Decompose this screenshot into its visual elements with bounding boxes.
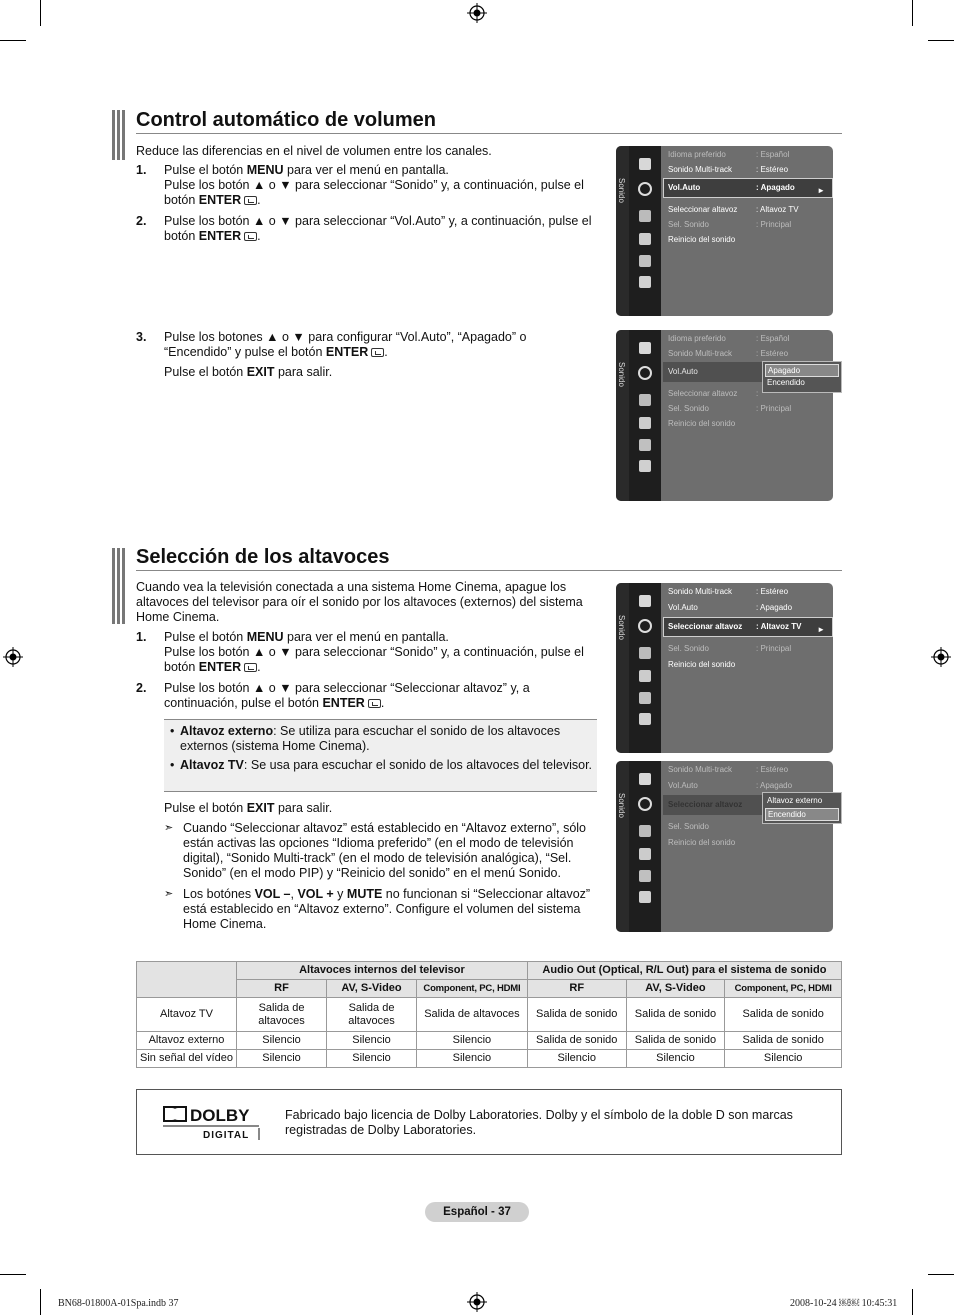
table-cell: Silencio [327, 1050, 417, 1068]
osd-item-label: Sel. Sonido [668, 644, 709, 653]
osd-option-popup [762, 361, 842, 393]
table-row [137, 1032, 842, 1050]
table-cell: Silencio [237, 1032, 327, 1050]
osd-menu-sonido [616, 146, 833, 316]
crop-mark [928, 1274, 954, 1275]
osd-item-label: Seleccionar altavoz [668, 205, 738, 214]
table-cell: Silencio [417, 1050, 528, 1068]
osd-menu-item[interactable] [668, 644, 818, 654]
osd-item-label: Seleccionar altavoz [668, 800, 743, 809]
osd-menu-item[interactable] [668, 150, 818, 160]
osd-item-value: : Español [756, 334, 790, 343]
sound-icon [638, 619, 652, 633]
table-cell: Silencio [417, 1032, 528, 1050]
osd-item-label: Seleccionar altavoz [668, 622, 743, 631]
step-text: Pulse los botón ▲ o ▼ para seleccionar “Vol.Auto” y, a continuación, pulse el botón ENTER . [164, 214, 592, 243]
svg-text:DIGITAL: DIGITAL [203, 1130, 250, 1141]
svg-text:DOLBY: DOLBY [190, 1106, 250, 1125]
note-marker-icon: ➣ [164, 888, 174, 900]
exit-instruction: Pulse el botón EXIT para salir. [164, 365, 333, 379]
osd-menu-item[interactable] [668, 603, 818, 613]
osd-side-label: Sonido [617, 362, 626, 387]
table-cell: Salida de sonido [626, 998, 725, 1032]
table-corner [137, 962, 237, 998]
osd-item-value: : Principal [756, 644, 792, 653]
step-1 [136, 163, 606, 208]
table-cell: Salida de altavoces [327, 998, 417, 1032]
osd-menu-sonido [616, 583, 833, 753]
table-row [137, 998, 842, 1032]
step-2 [136, 214, 606, 246]
registration-mark-icon [931, 647, 951, 667]
osd-item-value: : Principal [756, 404, 792, 413]
table-row-label: Altavoz TV [137, 998, 237, 1032]
osd-item-label: Idioma preferido [668, 334, 726, 343]
osd-menu-item[interactable] [668, 838, 818, 848]
section-title: Selección de los altavoces [136, 546, 390, 568]
osd-item-label: Sel. Sonido [668, 822, 709, 831]
osd-item-label: Reinicio del sonido [668, 235, 736, 244]
osd-item-label: Sonido Multi-track [668, 587, 733, 596]
crop-mark [0, 1274, 26, 1275]
input-icon [639, 870, 651, 882]
bullet-altavoz-tv: • Altavoz TV: Se usa para escuchar el sonido de los altavoces del televisor. [170, 758, 597, 773]
table-subheader: RF [237, 980, 327, 998]
channel-icon [639, 647, 651, 659]
osd-item-value: : [756, 389, 759, 398]
section-title: Control automático de volumen [136, 109, 437, 131]
osd-item-label: Sonido Multi-track [668, 765, 733, 774]
osd-item-label: Reinicio del sonido [668, 838, 736, 847]
table-group-header: Altavoces internos del televisor [237, 962, 528, 980]
note-text: Los botónes VOL –, VOL + y MUTE no funcionan si “Seleccionar altavoz” está establecido en “Altavoz externo”. Configure el volumen del sistema Home Cinema. [183, 887, 591, 931]
osd-option-popup [762, 792, 842, 824]
sound-icon [638, 182, 652, 196]
picture-icon [639, 595, 651, 607]
table-cell: Salida de sonido [725, 1032, 842, 1050]
osd-menu-item[interactable] [668, 622, 818, 632]
enter-icon [371, 348, 384, 357]
osd-item-value: : Altavoz TV [756, 205, 799, 214]
table-row-label: Sin señal del vídeo [137, 1050, 237, 1068]
table-subheader: Component, PC, HDMI [417, 980, 528, 998]
application-icon [639, 713, 651, 725]
title-rule [136, 133, 842, 134]
step-1 [136, 630, 604, 675]
registration-mark-icon [467, 1292, 487, 1312]
page-number: Español - 37 [425, 1202, 529, 1222]
table-subheader: AV, S-Video [327, 980, 417, 998]
step-3 [136, 330, 556, 362]
osd-item-label: Idioma preferido [668, 150, 726, 159]
table-cell: Silencio [626, 1050, 725, 1068]
table-cell: Salida de sonido [527, 1032, 626, 1050]
setup-icon [639, 848, 651, 860]
channel-icon [639, 825, 651, 837]
osd-menu-item[interactable] [668, 235, 818, 245]
table-cell: Silencio [725, 1050, 842, 1068]
enter-icon [244, 196, 257, 205]
osd-menu-item[interactable] [668, 205, 818, 215]
enter-icon [368, 699, 381, 708]
table-row-label: Altavoz externo [137, 1032, 237, 1050]
setup-icon [639, 670, 651, 682]
osd-menu-item[interactable] [668, 587, 818, 597]
table-cell: Salida de sonido [725, 998, 842, 1032]
exit-instruction: Pulse el botón EXIT para salir. [164, 801, 333, 815]
osd-item-value: : Estéreo [756, 587, 789, 596]
osd-item-label: Sel. Sonido [668, 404, 709, 413]
osd-menu-sonido [616, 761, 833, 932]
osd-side-label: Sonido [617, 178, 626, 203]
table-cell: Silencio [527, 1050, 626, 1068]
osd-option[interactable]: Encendido [765, 808, 839, 821]
osd-item-label: Vol.Auto [668, 603, 698, 612]
step-number: 2. [136, 681, 147, 695]
note [164, 887, 604, 933]
dolby-notice [136, 1089, 842, 1155]
osd-item-label: Reinicio del sonido [668, 419, 736, 428]
sound-icon [638, 797, 652, 811]
osd-option[interactable]: Encendido [767, 378, 805, 387]
section-marker [112, 548, 126, 624]
table-subheader: Component, PC, HDMI [725, 980, 842, 998]
osd-item-value: : Principal [756, 220, 792, 229]
table-cell: Silencio [327, 1032, 417, 1050]
osd-item-label: Seleccionar altavoz [668, 389, 738, 398]
input-icon [639, 439, 651, 451]
osd-item-value: : Altavoz TV [756, 622, 802, 631]
osd-menu-item[interactable] [668, 660, 818, 670]
application-icon [639, 460, 651, 472]
step-number: 3. [136, 330, 147, 344]
intro-text: Cuando vea la televisión conectada a una sistema Home Cinema, apague los altavoces del televisor para oír el sonido por los altavoces (externos) del sistema Home Cinema. [136, 580, 583, 624]
application-icon [639, 276, 651, 288]
osd-menu-item[interactable] [668, 349, 818, 359]
table-cell: Salida de sonido [626, 1032, 725, 1050]
note-marker-icon: ➣ [164, 822, 174, 834]
table-cell: Salida de altavoces [237, 998, 327, 1032]
title-rule [136, 570, 842, 571]
osd-item-label: Reinicio del sonido [668, 660, 736, 669]
footer-file-info: BN68-01800A-01Spa.indb 37 [58, 1298, 179, 1309]
osd-item-label: Vol.Auto [668, 367, 698, 376]
osd-item-value: : Estéreo [756, 765, 789, 774]
table-subheader: AV, S-Video [626, 980, 725, 998]
dolby-digital-logo [163, 1104, 261, 1142]
osd-item-label: Vol.Auto [668, 183, 701, 192]
step-number: 1. [136, 163, 147, 177]
footer-timestamp: 2008-10-24 ￼￼ 10:45:31 [790, 1298, 898, 1309]
setup-icon [639, 417, 651, 429]
osd-option[interactable]: Apagado [765, 364, 839, 377]
table-cell: Salida de altavoces [417, 998, 528, 1032]
speaker-options-box [164, 719, 597, 792]
crop-mark [40, 0, 41, 26]
crop-mark [0, 40, 26, 41]
osd-menu-item[interactable] [668, 220, 818, 230]
setup-icon [639, 233, 651, 245]
crop-mark [912, 1289, 913, 1315]
osd-item-label: Sel. Sonido [668, 220, 709, 229]
speaker-output-table [136, 961, 842, 1068]
osd-item-value: : Apagado [756, 183, 795, 192]
channel-icon [639, 394, 651, 406]
osd-menu-item[interactable] [668, 765, 818, 775]
step-text: Pulse los botón ▲ o ▼ para seleccionar “Seleccionar altavoz” y, a continuación, pulse el botón ENTER . [164, 681, 530, 710]
osd-item-label: Vol.Auto [668, 781, 698, 790]
arrow-right-icon: ► [817, 186, 825, 195]
step-2 [136, 681, 604, 713]
osd-item-value: : Estéreo [756, 349, 789, 358]
table-subheader: RF [527, 980, 626, 998]
crop-mark [928, 40, 954, 41]
osd-item-value: : Estéreo [756, 165, 789, 174]
registration-mark-icon [467, 3, 487, 23]
crop-mark [912, 0, 913, 26]
osd-menu-item[interactable] [668, 419, 818, 429]
picture-icon [639, 342, 651, 354]
step-text: Pulse el botón MENU para ver el menú en pantalla. Pulse los botón ▲ o ▼ para seleccionar “Sonido” y, a continuación, pulse el botón ENTER . [164, 163, 584, 207]
osd-menu-item[interactable] [668, 334, 818, 344]
registration-mark-icon [3, 647, 23, 667]
osd-item-label: Sonido Multi-track [668, 165, 733, 174]
intro-text: Reduce las diferencias en el nivel de volumen entre los canales. [136, 144, 492, 158]
picture-icon [639, 158, 651, 170]
osd-side-label: Sonido [617, 615, 626, 640]
picture-icon [639, 773, 651, 785]
enter-icon [244, 232, 257, 241]
osd-item-value: : Apagado [756, 781, 793, 790]
table-cell: Silencio [237, 1050, 327, 1068]
enter-icon [244, 663, 257, 672]
crop-mark [40, 1289, 41, 1315]
step-number: 1. [136, 630, 147, 644]
osd-item-value: : Apagado [756, 603, 793, 612]
note [164, 821, 604, 883]
step-number: 2. [136, 214, 147, 228]
bullet-altavoz-externo: • Altavoz externo: Se utiliza para escuchar el sonido de los altavoces externos (sistema Home Cinema). [170, 724, 597, 754]
sound-icon [638, 366, 652, 380]
channel-icon [639, 210, 651, 222]
section-marker [112, 110, 126, 160]
input-icon [639, 692, 651, 704]
arrow-right-icon: ► [817, 625, 825, 634]
note-text: Cuando “Seleccionar altavoz” está establecido en “Altavoz externo”, sólo están activas las opciones “Idioma preferido” (en el modo de televisión digital), “Sonido Multi-track” (en el modo de televisión analógica), “Sel. Sonido” (en el modo PIP) y “Reinicio del sonido” en el menú Sonido. [183, 821, 586, 880]
table-cell: Salida de sonido [527, 998, 626, 1032]
osd-option[interactable]: Altavoz externo [767, 796, 823, 805]
application-icon [639, 891, 651, 903]
osd-menu-item[interactable] [668, 183, 818, 193]
osd-menu-item[interactable] [668, 404, 818, 414]
osd-item-label: Sonido Multi-track [668, 349, 733, 358]
osd-menu-item[interactable] [668, 165, 818, 175]
osd-item-value: : Español [756, 150, 790, 159]
osd-side-label: Sonido [617, 793, 626, 818]
table-row [137, 1050, 842, 1068]
table-group-header: Audio Out (Optical, R/L Out) para el sistema de sonido [527, 962, 841, 980]
step-text: Pulse los botones ▲ o ▼ para configurar “Vol.Auto”, “Apagado” o “Encendido” y pulse el botón ENTER . [164, 330, 527, 359]
dolby-license-text: Fabricado bajo licencia de Dolby Laboratories. Dolby y el símbolo de la doble D son marcas registradas de Dolby Laboratories. [285, 1108, 793, 1137]
osd-menu-sonido [616, 330, 833, 501]
osd-menu-item[interactable] [668, 781, 818, 791]
input-icon [639, 255, 651, 267]
step-text: Pulse el botón MENU para ver el menú en pantalla. Pulse los botón ▲ o ▼ para seleccionar “Sonido” y, a continuación, pulse el botón ENTER . [164, 630, 584, 674]
